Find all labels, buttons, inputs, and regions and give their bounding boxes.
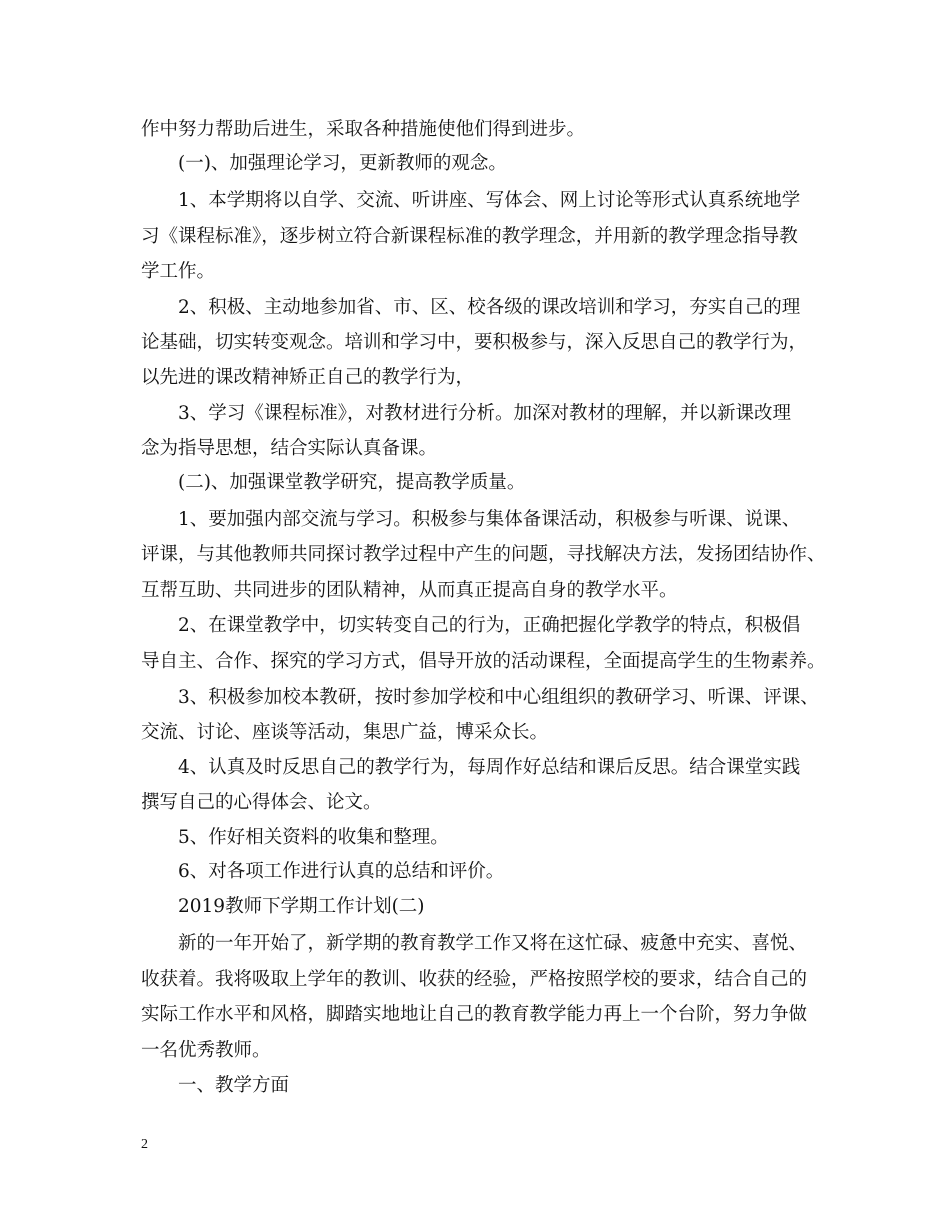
text-line: 习《课程标准》，逐步树立符合新课程标准的教学理念，并用新的教学理念指导教 <box>141 226 798 247</box>
text-line: 1、本学期将以自学、交流、听讲座、写体会、网上讨论等形式认真系统地学 <box>178 190 801 211</box>
text-line: 一名优秀教师。 <box>141 1040 271 1061</box>
text-line: 2、在课堂教学中，切实转变自己的行为，正确把握化学教学的特点，积极倡 <box>178 615 801 636</box>
text-line: 评课，与其他教师共同探讨教学过程中产生的问题，寻找解决方法，发扬团结协作、 <box>141 544 826 565</box>
text-line: 以先进的课改精神矫正自己的教学行为， <box>141 367 475 388</box>
text-line: 交流、讨论、座谈等活动，集思广益，博采众长。 <box>141 722 549 743</box>
text-line: 作中努力帮助后进生，采取各种措施使他们得到进步。 <box>141 119 586 140</box>
text-line: 导自主、合作、探究的学习方式，倡导开放的活动课程，全面提高学生的生物素养。 <box>141 651 826 672</box>
text-line: 5、作好相关资料的收集和整理。 <box>178 827 449 848</box>
text-line: 收获着。我将吸取上学年的教训、收获的经验，严格按照学校的要求，结合自己的 <box>141 969 808 990</box>
section-title: 2019教师下学期工作计划(二) <box>178 896 425 917</box>
section-heading: 一、教学方面 <box>178 1075 290 1096</box>
text-line: 6、对各项工作进行认真的总结和评价。 <box>178 861 505 882</box>
section-heading: (一)、加强理论学习，更新教师的观念。 <box>178 153 507 174</box>
text-line: 互帮互助、共同进步的团队精神，从而真正提高自身的教学水平。 <box>141 580 678 601</box>
text-line: 3、学习《课程标准》，对教材进行分析。加深对教材的理解，并以新课改理 <box>178 403 792 424</box>
text-line: 3、积极参加校本教研，按时参加学校和中心组组织的教研学习、听课、评课、 <box>178 687 819 708</box>
text-line: 念为指导思想，结合实际认真备课。 <box>141 438 438 459</box>
text-line: 论基础，切实转变观念。培训和学习中，要积极参与，深入反思自己的教学行为， <box>141 332 808 353</box>
text-line: 1、要加强内部交流与学习。积极参与集体备课活动，积极参与听课、说课、 <box>178 509 801 530</box>
text-line: 2、积极、主动地参加省、市、区、校各级的课改培训和学习，夯实自己的理 <box>178 297 801 318</box>
text-line: 学工作。 <box>141 261 216 282</box>
text-line: 新的一年开始了，新学期的教育教学工作又将在这忙碌、疲惫中充实、喜悦、 <box>178 933 808 954</box>
text-line: 实际工作水平和风格，脚踏实地地让自己的教育教学能力再上一个台阶，努力争做 <box>141 1004 808 1025</box>
page-number: 2 <box>141 1137 148 1152</box>
text-line: 撰写自己的心得体会、论文。 <box>141 792 382 813</box>
text-line: 4、认真及时反思自己的教学行为，每周作好总结和课后反思。结合课堂实践 <box>178 757 801 778</box>
section-heading: (二)、加强课堂教学研究，提高教学质量。 <box>178 472 526 493</box>
